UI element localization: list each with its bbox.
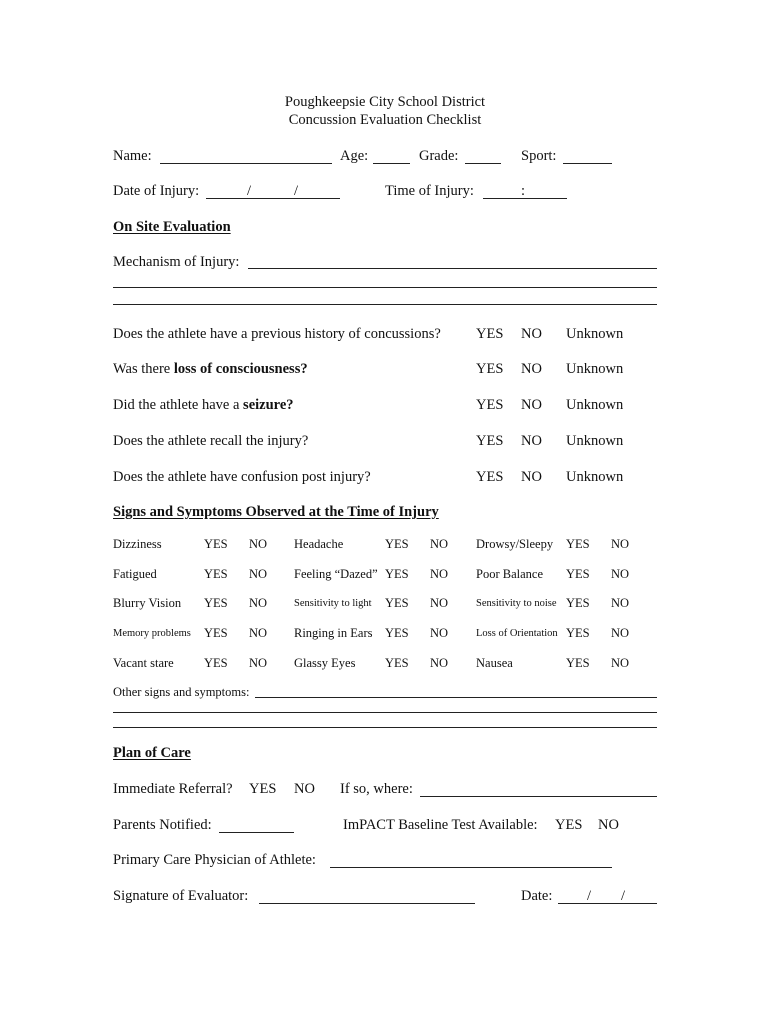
question-unknown[interactable]: Unknown: [566, 326, 624, 342]
signs-heading: Signs and Symptoms Observed at the Time of Injury: [113, 504, 439, 520]
age-field[interactable]: [373, 163, 410, 164]
question-yes[interactable]: YES: [476, 397, 504, 413]
symptom-yes[interactable]: YES: [385, 596, 409, 610]
impact-label: ImPACT Baseline Test Available:: [343, 817, 538, 833]
symptom-yes[interactable]: YES: [385, 656, 409, 670]
symptom-label: Ringing in Ears: [294, 626, 373, 640]
question-unknown[interactable]: Unknown: [566, 397, 624, 413]
name-field[interactable]: [160, 163, 332, 164]
symptom-yes[interactable]: YES: [204, 656, 228, 670]
time-of-injury-label: Time of Injury:: [385, 183, 474, 199]
symptom-label: Loss of Orientation: [476, 627, 558, 639]
signature-field[interactable]: [259, 903, 475, 904]
symptom-label: Nausea: [476, 656, 513, 670]
name-label: Name:: [113, 148, 152, 164]
parents-notified-label: Parents Notified:: [113, 817, 212, 833]
grade-label: Grade:: [419, 148, 459, 164]
signature-label: Signature of Evaluator:: [113, 888, 249, 904]
question-label: [113, 326, 441, 343]
question-text: Does the athlete have confusion post injury?: [113, 469, 371, 485]
symptom-label: Poor Balance: [476, 567, 543, 581]
symptom-no[interactable]: NO: [430, 567, 449, 581]
referral-label: Immediate Referral?: [113, 781, 233, 797]
symptom-no[interactable]: NO: [249, 596, 268, 610]
date-of-injury-field[interactable]: [206, 198, 340, 199]
physician-label: Primary Care Physician of Athlete:: [113, 852, 316, 868]
district-name: Poughkeepsie City School District: [284, 94, 486, 110]
other-signs-label: Other signs and symptoms:: [113, 685, 250, 699]
physician-field[interactable]: [330, 867, 612, 868]
question-yes[interactable]: YES: [476, 361, 504, 377]
eval-date-field[interactable]: [558, 903, 657, 904]
question-text: Did the athlete have a: [113, 397, 244, 413]
impact-yes[interactable]: YES: [555, 817, 583, 833]
referral-where-label: If so, where:: [340, 781, 413, 797]
question-unknown[interactable]: Unknown: [566, 433, 624, 449]
referral-where-field[interactable]: [420, 796, 657, 797]
symptom-yes[interactable]: YES: [566, 626, 590, 640]
date-separator-1: /: [247, 183, 252, 199]
symptom-no[interactable]: NO: [430, 626, 449, 640]
symptom-label: Sensitivity to light: [294, 597, 372, 609]
age-label: Age:: [340, 148, 369, 164]
question-no[interactable]: NO: [521, 326, 542, 342]
question-unknown[interactable]: Unknown: [566, 361, 624, 377]
symptom-yes[interactable]: YES: [385, 626, 409, 640]
symptom-no[interactable]: NO: [611, 596, 630, 610]
question-yes[interactable]: YES: [476, 469, 504, 485]
symptom-yes[interactable]: YES: [204, 567, 228, 581]
eval-date-label: Date:: [521, 888, 553, 904]
symptom-no[interactable]: NO: [249, 567, 268, 581]
mechanism-field-line-3[interactable]: [113, 304, 657, 305]
question-label: [113, 469, 371, 486]
symptom-no[interactable]: NO: [249, 656, 268, 670]
symptom-label: Drowsy/Sleepy: [476, 537, 554, 551]
symptom-label: Blurry Vision: [113, 596, 182, 610]
impact-no[interactable]: NO: [598, 817, 619, 833]
symptom-no[interactable]: NO: [249, 626, 268, 640]
other-signs-field-line-3[interactable]: [113, 727, 657, 728]
sport-field[interactable]: [563, 163, 612, 164]
symptom-no[interactable]: NO: [430, 656, 449, 670]
parents-notified-field[interactable]: [219, 832, 294, 833]
question-no[interactable]: NO: [521, 469, 542, 485]
mechanism-field-line-2[interactable]: [113, 287, 657, 288]
symptom-label: Feeling “Dazed”: [294, 567, 378, 581]
symptom-no[interactable]: NO: [611, 537, 630, 551]
other-signs-field-line-1[interactable]: [255, 697, 657, 698]
symptom-yes[interactable]: YES: [204, 537, 228, 551]
symptom-label: Vacant stare: [113, 656, 174, 670]
symptom-label: Dizziness: [113, 537, 162, 551]
symptom-no[interactable]: NO: [611, 656, 630, 670]
symptom-label: Fatigued: [113, 567, 157, 581]
question-label: [113, 433, 308, 450]
question-label: [113, 397, 294, 414]
question-yes[interactable]: YES: [476, 326, 504, 342]
symptom-yes[interactable]: YES: [204, 626, 228, 640]
symptom-yes[interactable]: YES: [566, 596, 590, 610]
grade-field[interactable]: [465, 163, 501, 164]
symptom-no[interactable]: NO: [430, 537, 449, 551]
eval-date-separator-2: /: [621, 888, 626, 904]
question-unknown[interactable]: Unknown: [566, 469, 624, 485]
symptom-yes[interactable]: YES: [385, 567, 409, 581]
question-no[interactable]: NO: [521, 433, 542, 449]
symptom-yes[interactable]: YES: [204, 596, 228, 610]
question-text: Was there: [113, 361, 174, 377]
referral-yes[interactable]: YES: [249, 781, 277, 797]
symptom-yes[interactable]: YES: [566, 656, 590, 670]
question-no[interactable]: NO: [521, 361, 542, 377]
symptom-label: Headache: [294, 537, 344, 551]
question-label: [113, 361, 308, 378]
referral-no[interactable]: NO: [294, 781, 315, 797]
symptom-label: Sensitivity to noise: [476, 597, 557, 609]
sport-label: Sport:: [521, 148, 557, 164]
symptom-yes[interactable]: YES: [385, 537, 409, 551]
plan-heading: Plan of Care: [113, 745, 191, 761]
symptom-yes[interactable]: YES: [566, 537, 590, 551]
symptom-no[interactable]: NO: [611, 567, 630, 581]
symptom-label: Memory problems: [113, 627, 191, 639]
symptom-no[interactable]: NO: [611, 626, 630, 640]
question-emphasis: seizure?: [243, 397, 294, 413]
symptom-no[interactable]: NO: [249, 537, 268, 551]
form-title: Concussion Evaluation Checklist: [288, 112, 482, 128]
date-separator-2: /: [294, 183, 299, 199]
symptom-yes[interactable]: YES: [566, 567, 590, 581]
mechanism-field-line-1[interactable]: [248, 268, 657, 269]
eval-date-separator-1: /: [587, 888, 592, 904]
symptom-no[interactable]: NO: [430, 596, 449, 610]
time-separator: :: [521, 183, 526, 199]
mechanism-label: Mechanism of Injury:: [113, 254, 240, 270]
symptom-label: Glassy Eyes: [294, 656, 356, 670]
question-text: Does the athlete have a previous history of concussions?: [113, 326, 441, 342]
question-yes[interactable]: YES: [476, 433, 504, 449]
question-text: Does the athlete recall the injury?: [113, 433, 309, 449]
question-emphasis: loss of consciousness?: [173, 361, 308, 377]
question-no[interactable]: NO: [521, 397, 542, 413]
other-signs-field-line-2[interactable]: [113, 712, 657, 713]
onsite-heading: On Site Evaluation: [113, 219, 231, 235]
date-of-injury-label: Date of Injury:: [113, 183, 200, 199]
